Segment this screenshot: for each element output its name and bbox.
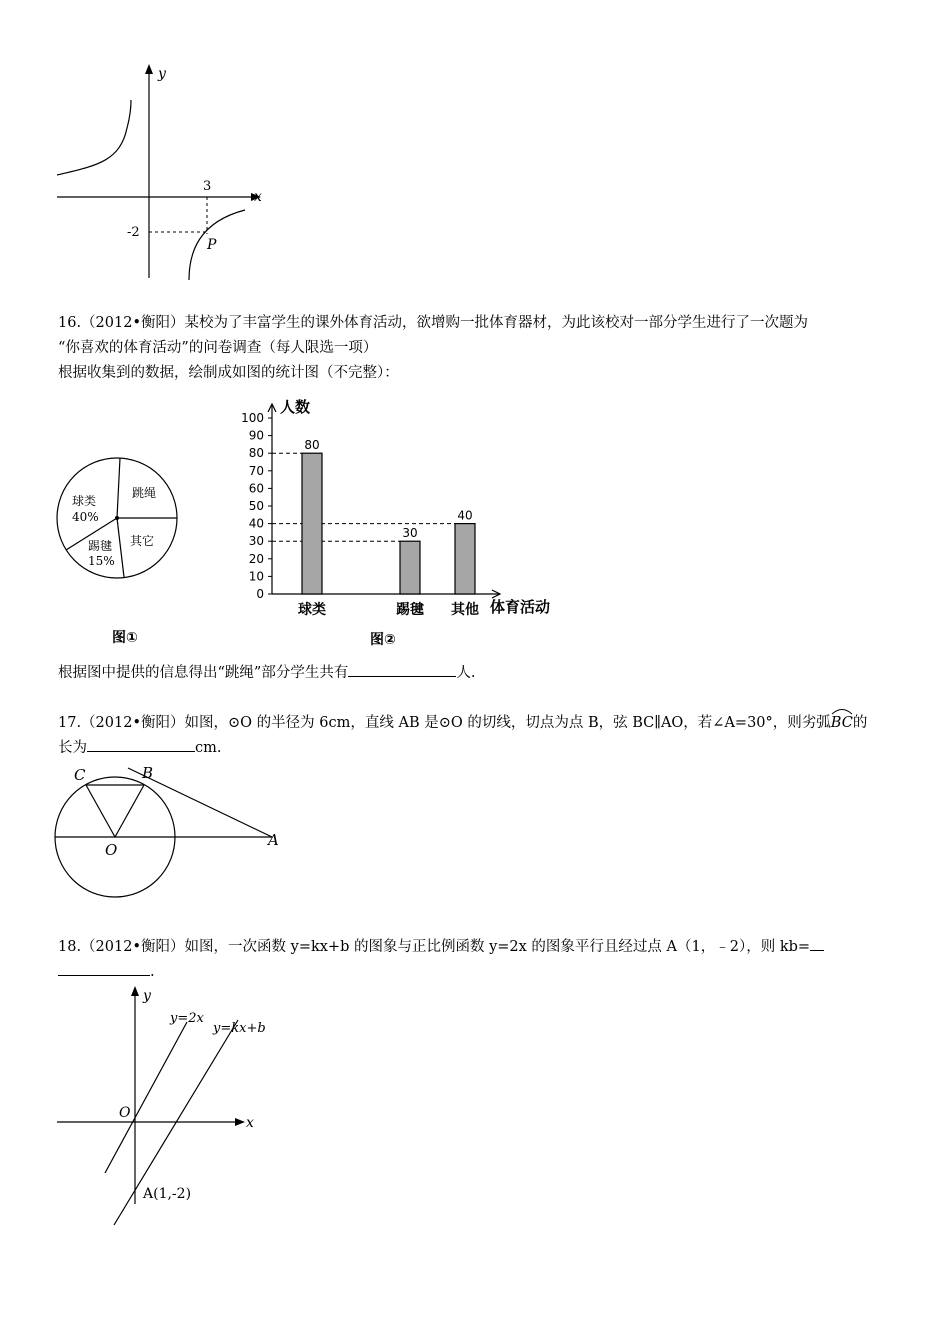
pie-chart bbox=[52, 455, 212, 655]
bar-chart bbox=[230, 392, 560, 652]
point-p-label: P bbox=[207, 237, 217, 253]
category-label: 踢毽 bbox=[396, 602, 424, 618]
linear-function-figure bbox=[55, 982, 285, 1232]
line-y-2x bbox=[105, 1022, 187, 1173]
q17-text-a: 17.（2012•衡阳）如图，⊙O 的半径为 6cm，直线 AB 是⊙O 的切线，切点为点 B，弦 BC∥AO，若∠A=30°，则劣弧 bbox=[58, 715, 831, 731]
point-a-label: A(1,-2) bbox=[143, 1186, 192, 1202]
x-axis-title: 体育活动 bbox=[490, 598, 551, 616]
hyperbola-branch-left bbox=[57, 100, 131, 175]
q17-line-2 bbox=[58, 737, 221, 758]
circle-tangent-figure bbox=[50, 762, 290, 912]
q18-blank-start[interactable] bbox=[810, 936, 824, 951]
y-tick-label: 80 bbox=[248, 446, 264, 461]
label-a: A bbox=[268, 831, 279, 849]
y-axis-arrow bbox=[145, 64, 153, 74]
x-tick-label: 3 bbox=[203, 179, 212, 194]
label-c: C bbox=[74, 766, 86, 784]
origin-label: O bbox=[119, 1105, 131, 1121]
bar-data-label: 80 bbox=[304, 438, 320, 453]
pie-label-ball: 球类 bbox=[72, 494, 97, 508]
q18-line-2 bbox=[58, 961, 155, 982]
x-axis-label: x bbox=[254, 189, 262, 205]
hyperbola-figure bbox=[55, 62, 285, 287]
q17-answer-blank[interactable] bbox=[87, 737, 195, 752]
bar bbox=[302, 453, 322, 594]
bar bbox=[400, 541, 420, 594]
q16-line-2: “你喜欢的体育活动”的问卷调查（每人限选一项） bbox=[58, 340, 378, 356]
pie-percent-ball: 40% bbox=[72, 510, 99, 524]
y-tick-label: -2 bbox=[127, 225, 140, 240]
x-axis-label: x bbox=[246, 1115, 254, 1131]
y-tick-label: 50 bbox=[248, 499, 264, 513]
y-tick-label: 30 bbox=[248, 534, 264, 549]
q16-answer-blank[interactable] bbox=[348, 662, 456, 677]
arc-mark-icon bbox=[831, 707, 853, 715]
q18-line-1 bbox=[58, 936, 824, 957]
label-o: O bbox=[105, 841, 118, 859]
y-axis-label: y bbox=[158, 66, 166, 82]
pie-label-shuttlecock: 踢毽 bbox=[88, 539, 113, 553]
bar-data-label: 30 bbox=[402, 526, 418, 541]
bar bbox=[455, 524, 475, 594]
q16-answer-suffix: 人. bbox=[456, 665, 476, 681]
bar-data-label: 40 bbox=[457, 508, 473, 523]
y-tick-label: 20 bbox=[248, 551, 264, 566]
y-axis-title: 人数 bbox=[280, 398, 311, 416]
pie-label-other: 其它 bbox=[130, 534, 155, 548]
q16-answer-line bbox=[58, 662, 475, 683]
q17-line2-suffix: cm. bbox=[195, 740, 222, 756]
hyperbola-branch-right bbox=[189, 210, 245, 280]
line-2-label: y=kx+b bbox=[213, 1021, 266, 1036]
y-tick-label: 90 bbox=[248, 428, 264, 443]
y-tick-label: 40 bbox=[248, 516, 264, 531]
q16-answer-prefix: 根据图中提供的信息得出“跳绳”部分学生共有 bbox=[58, 665, 349, 681]
q18-text: 18.（2012•衡阳）如图，一次函数 y=kx+b 的图象与正比例函数 y=2x 的图象平行且经过点 A（1，﹣2），则 kb= bbox=[58, 939, 811, 955]
q17-line2-prefix: 长为 bbox=[58, 740, 87, 756]
y-tick-label: 10 bbox=[248, 569, 264, 584]
q16-line-3: 根据收集到的数据，绘制成如图的统计图（不完整）： bbox=[58, 365, 399, 381]
pie-center bbox=[115, 516, 119, 520]
pie-percent-shuttlecock: 15% bbox=[88, 554, 115, 568]
line-1-label: y=2x bbox=[170, 1011, 204, 1026]
y-axis-arrow bbox=[131, 986, 139, 996]
y-axis-label: y bbox=[143, 988, 151, 1004]
pie-label-rope: 跳绳 bbox=[132, 486, 157, 500]
y-tick-label: 100 bbox=[241, 411, 264, 425]
y-tick-label: 70 bbox=[248, 463, 264, 478]
q16-line-1: 16.（2012•衡阳）某校为了丰富学生的课外体育活动，欲增购一批体育器材，为此该校对一部分学生进行了一次题为 bbox=[58, 315, 809, 331]
y-tick-label: 0 bbox=[256, 587, 264, 601]
bar-chart-caption: 图② bbox=[370, 632, 396, 648]
pie-caption: 图① bbox=[112, 630, 138, 646]
q18-line2-suffix: . bbox=[150, 964, 155, 980]
q17-line-1 bbox=[58, 713, 867, 733]
radius-oc bbox=[86, 785, 115, 837]
category-label: 其他 bbox=[451, 602, 479, 618]
y-tick-label: 60 bbox=[248, 481, 264, 496]
label-b: B bbox=[142, 764, 154, 782]
q17-text-b: 的 bbox=[852, 715, 868, 731]
x-axis-arrow bbox=[235, 1118, 245, 1126]
category-label: 球类 bbox=[298, 602, 326, 618]
radius-ob bbox=[115, 785, 144, 837]
arc-bc-label: BC bbox=[831, 713, 853, 733]
q18-answer-blank[interactable] bbox=[58, 961, 150, 976]
